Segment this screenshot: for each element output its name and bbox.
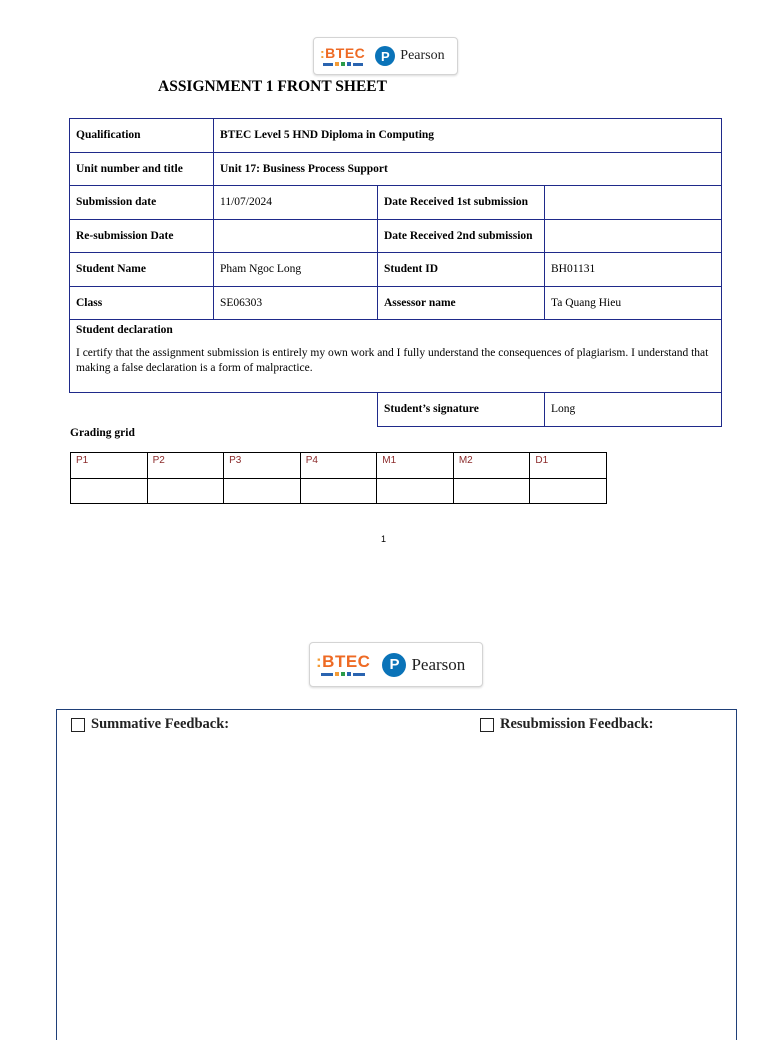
date-received-1-label: Date Received 1st submission [378,186,545,220]
table-row [70,152,722,186]
declaration-title: Student declaration [76,324,173,336]
class-label: Class [70,286,214,320]
btec-logo: :BTEC [314,46,371,66]
table-row [70,393,722,427]
resubmission-feedback-label: Resubmission Feedback: [500,716,654,732]
declaration-text: I certify that the assignment submission is entirely my own work and I fully understand the consequences of plagiarism. I understand that making a false declaration is a form of malpractice. [76,347,709,374]
student-name-label: Student Name [70,253,214,287]
qualification-value: BTEC Level 5 HND Diploma in Computing [214,119,722,153]
table-row [70,286,722,320]
pearson-mark-icon: P [382,653,406,677]
grade-cell [71,479,148,504]
grading-grid-label: Grading grid [70,427,135,439]
table-row [71,479,607,504]
date-received-2-label: Date Received 2nd submission [378,219,545,253]
pearson-mark-icon: P [375,46,395,66]
grade-header: P1 [71,453,148,479]
grading-grid [70,452,607,504]
pearson-logo-text: Pearson [411,654,466,674]
summative-feedback [71,716,229,733]
grade-header: P2 [147,453,224,479]
grade-header: M2 [453,453,530,479]
table-row [70,253,722,287]
feedback-box [56,709,737,1040]
grade-cell [300,479,377,504]
date-received-2-value [545,219,722,253]
date-received-1-value [545,186,722,220]
student-declaration [70,320,722,393]
table-row [70,186,722,220]
table-row [71,453,607,479]
summative-feedback-label: Summative Feedback: [91,716,230,732]
resubmission-feedback [480,716,653,733]
grade-cell [147,479,224,504]
page-number: 1 [381,534,387,544]
summative-feedback-checkbox[interactable] [71,718,85,732]
btec-pearson-logo [313,37,458,75]
grade-header: P4 [300,453,377,479]
resubmission-date-label: Re-submission Date [70,219,214,253]
grade-header: D1 [530,453,607,479]
grade-cell [530,479,607,504]
btec-logo: :BTEC [310,653,376,676]
grade-header: P3 [224,453,301,479]
qualification-label: Qualification [70,119,214,153]
student-name-value: Pham Ngoc Long [214,253,378,287]
grade-header: M1 [377,453,454,479]
unit-value: Unit 17: Business Process Support [214,152,722,186]
class-value: SE06303 [214,286,378,320]
student-id-value: BH01131 [545,253,722,287]
resubmission-feedback-checkbox[interactable] [480,718,494,732]
table-row [70,219,722,253]
front-sheet-table [69,118,722,427]
unit-label: Unit number and title [70,152,214,186]
submission-date-value: 11/07/2024 [214,186,378,220]
btec-pearson-logo [309,642,483,687]
table-row [70,320,722,393]
assessor-label: Assessor name [378,286,545,320]
signature-label: Student’s signature [378,393,545,427]
grade-cell [453,479,530,504]
submission-date-label: Submission date [70,186,214,220]
table-row [70,119,722,153]
resubmission-date-value [214,219,378,253]
student-id-label: Student ID [378,253,545,287]
pearson-logo-text: Pearson [400,48,445,63]
signature-value: Long [545,393,722,427]
grade-cell [224,479,301,504]
grade-cell [377,479,454,504]
page-title: ASSIGNMENT 1 FRONT SHEET [158,78,387,95]
assessor-value: Ta Quang Hieu [545,286,722,320]
